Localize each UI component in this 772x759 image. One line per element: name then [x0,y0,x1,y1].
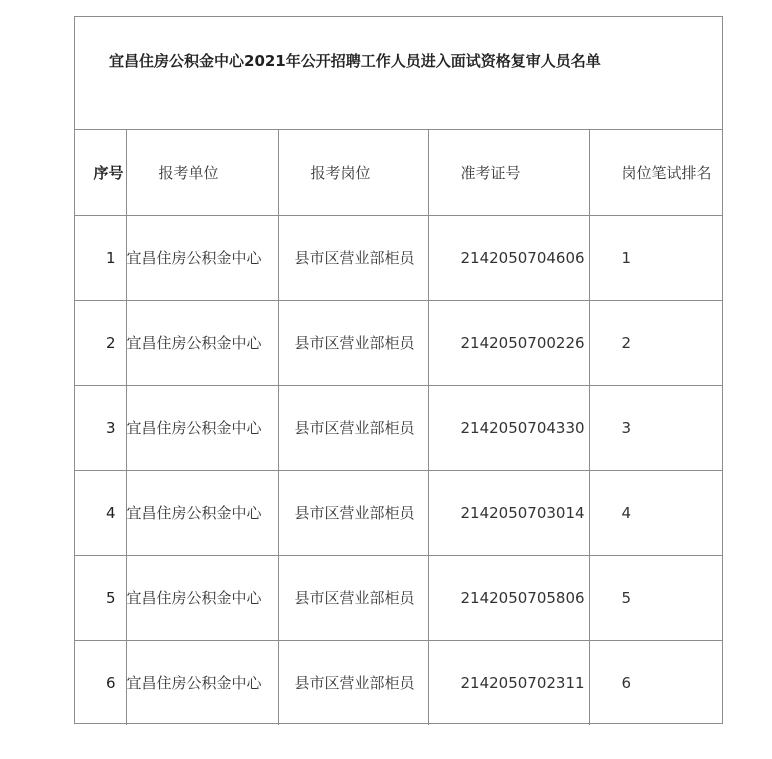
header-row [75,130,722,215]
cell-seq: 2 [75,300,126,385]
header-rank: 岗位笔试排名 [589,130,722,215]
candidate-list-table [74,16,723,724]
table-row [75,470,722,555]
cell-seq: 3 [75,385,126,470]
cell-rank: 5 [589,555,722,640]
candidate-grid [75,130,722,725]
cell-unit: 宜昌住房公积金中心 [126,555,278,640]
cell-rank: 4 [589,470,722,555]
header-unit: 报考单位 [126,130,278,215]
cell-post: 县市区营业部柜员 [278,470,428,555]
cell-rank: 2 [589,300,722,385]
cell-seq: 5 [75,555,126,640]
cell-seq: 6 [75,640,126,725]
header-post: 报考岗位 [278,130,428,215]
table-row [75,555,722,640]
cell-unit: 宜昌住房公积金中心 [126,300,278,385]
cell-rank: 1 [589,215,722,300]
cell-unit: 宜昌住房公积金中心 [126,215,278,300]
header-seq: 序号 [75,130,126,215]
table-row [75,215,722,300]
cell-rank: 3 [589,385,722,470]
table-row [75,385,722,470]
table-row [75,300,722,385]
cell-seq: 4 [75,470,126,555]
cell-ticket: 2142050705806 [428,555,589,640]
cell-post: 县市区营业部柜员 [278,640,428,725]
header-ticket: 准考证号 [428,130,589,215]
cell-ticket: 2142050703014 [428,470,589,555]
title-row [75,17,722,130]
cell-post: 县市区营业部柜员 [278,555,428,640]
cell-ticket: 2142050704330 [428,385,589,470]
table-row [75,640,722,725]
cell-rank: 6 [621,673,632,692]
cell-seq: 1 [75,215,126,300]
cell-ticket: 2142050704606 [428,215,589,300]
page-title: 宜昌住房公积金中心2021年公开招聘工作人员进入面试资格复审人员名单 [109,52,601,70]
cell-unit: 宜昌住房公积金中心 [126,385,278,470]
cell-unit: 宜昌住房公积金中心 [126,640,278,725]
cell-ticket: 2142050702311 [428,640,589,725]
cell-post: 县市区营业部柜员 [278,385,428,470]
cell-ticket: 2142050700226 [428,300,589,385]
cell-post: 县市区营业部柜员 [278,215,428,300]
cell-unit: 宜昌住房公积金中心 [126,470,278,555]
cell-post: 县市区营业部柜员 [278,300,428,385]
